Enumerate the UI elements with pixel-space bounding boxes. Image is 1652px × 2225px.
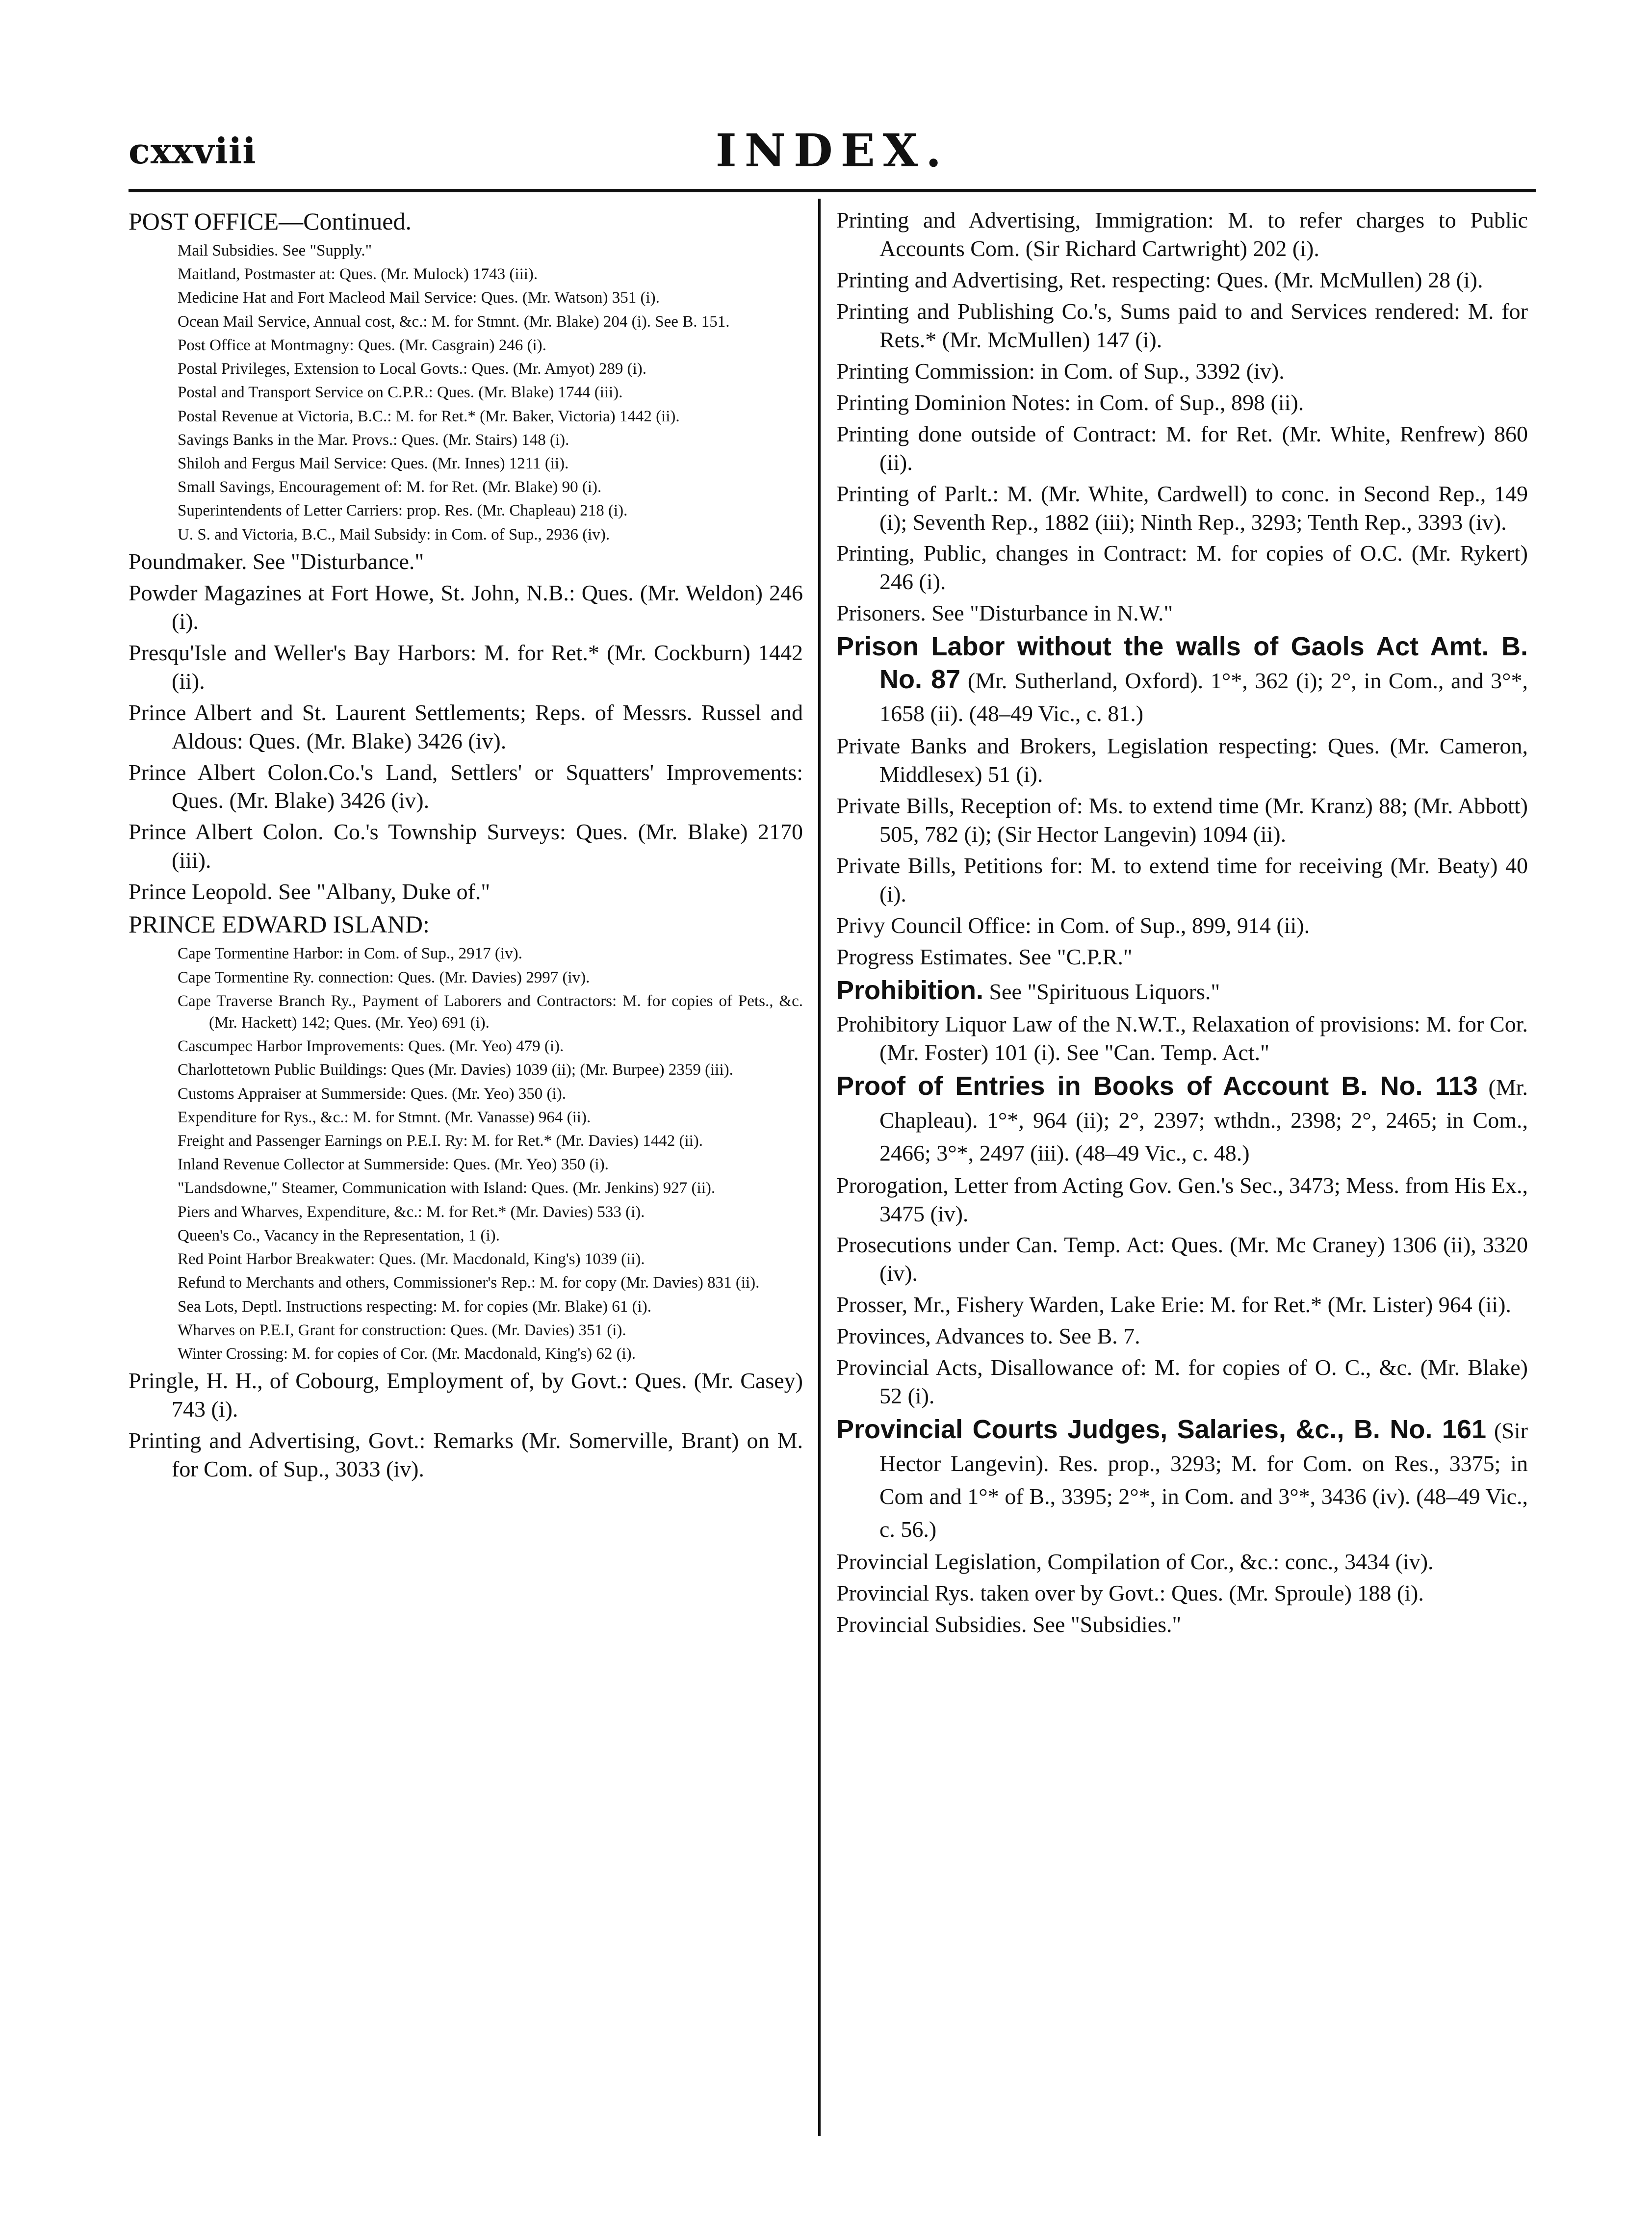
index-entry: Private Bills, Reception of: Ms. to extend time (Mr. Kranz) 88; (Mr. Abbott) 505, 782 (i); (Sir Hector Langevin) 1094 (ii). (836, 793, 1528, 847)
index-entry: Prince Leopold. See "Albany, Duke of." (129, 879, 490, 905)
index-entry: Private Banks and Brokers, Legislation respecting: Ques. (Mr. Cameron, Middlesex) 51 (i). (836, 733, 1528, 787)
index-subentry: Superintendents of Letter Carriers: prop. Res. (Mr. Chapleau) 218 (i). (178, 502, 628, 520)
index-subentry: Expenditure for Rys., &c.: M. for Stmnt. (Mr. Vanasse) 964 (ii). (178, 1108, 591, 1126)
index-entry (836, 974, 1528, 1007)
index-entry (836, 630, 1528, 729)
index-entry: Prosser, Mr., Fishery Warden, Lake Erie: M. for Ret.* (Mr. Lister) 964 (ii). (836, 1292, 1511, 1318)
index-entry (836, 1413, 1528, 1545)
index-subentry: Cape Tormentine Ry. connection: Ques. (Mr. Davies) 2997 (iv). (178, 968, 590, 986)
index-entry: Prisoners. See "Disturbance in N.W." (836, 600, 1173, 626)
index-entry: Provincial Legislation, Compilation of Cor., &c.: conc., 3434 (iv). (836, 1549, 1434, 1574)
index-entry: Prince Albert Colon.Co.'s Land, Settlers' or Squatters' Improvements: Ques. (Mr. Blake) 3426 (iv). (129, 759, 803, 813)
index-subentry: Post Office at Montmagny: Ques. (Mr. Casgrain) 246 (i). (178, 336, 546, 354)
index-subentry: Red Point Harbor Breakwater: Ques. (Mr. Macdonald, King's) 1039 (ii). (178, 1250, 645, 1268)
index-entry: Printing Dominion Notes: in Com. of Sup., 898 (ii). (836, 389, 1304, 415)
bill-details: (Mr. Chapleau). 1°*, 964 (ii); 2°, 2397; wthdn., 2398; 2°, 2465; in Com., 2466; 3°*, 2497 (iii). (48–49 Vic., c. 48.) (879, 1074, 1528, 1165)
index-entry: Poundmaker. See "Disturbance." (129, 548, 424, 574)
index-entry: Prorogation, Letter from Acting Gov. Gen.'s Sec., 3473; Mess. from His Ex., 3475 (iv). (836, 1172, 1528, 1226)
page-header (129, 115, 1536, 189)
bill-title: Prison Labor without the walls of Gaols Act Amt. B. No. 87 (836, 632, 1528, 695)
page-number: cxxviii (129, 130, 257, 172)
index-entry: Prince Albert and St. Laurent Settlements; Reps. of Messrs. Russel and Aldous: Ques. (Mr. Blake) 3426 (iv). (129, 699, 803, 753)
index-entry: Printing done outside of Contract: M. for Ret. (Mr. White, Renfrew) 860 (ii). (836, 421, 1528, 475)
index-subentry: U. S. and Victoria, B.C., Mail Subsidy: in Com. of Sup., 2936 (iv). (178, 525, 610, 543)
index-subentry: Winter Crossing: M. for copies of Cor. (Mr. Macdonald, King's) 62 (i). (178, 1345, 636, 1363)
bill-details: (Sir Hector Langevin). Res. prop., 3293; M. for Com. on Res., 3375; in Com and 1°* of B., 3395; 2°*, in Com. and 3°*, 3436 (iv). (48–49 Vic., c. 56.) (879, 1418, 1528, 1542)
column-divider (818, 199, 821, 2136)
index-entry: Printing of Parlt.: M. (Mr. White, Cardwell) to conc. in Second Rep., 149 (i); Seventh Rep., 1882 (iii); Ninth Rep., 3293; Tenth Rep., 3393 (iv). (836, 481, 1528, 535)
index-subentry: Sea Lots, Deptl. Instructions respecting: M. for copies (Mr. Blake) 61 (i). (178, 1297, 651, 1316)
section-heading: PRINCE EDWARD ISLAND: (129, 910, 430, 938)
index-subentry: Postal Privileges, Extension to Local Govts.: Ques. (Mr. Amyot) 289 (i). (178, 360, 647, 378)
index-subentry: Inland Revenue Collector at Summerside: Ques. (Mr. Yeo) 350 (i). (178, 1156, 609, 1174)
index-entry: Provinces, Advances to. See B. 7. (836, 1323, 1140, 1349)
bill-details: (Mr. Sutherland, Oxford). 1°*, 362 (i); 2°, in Com., and 3°*, 1658 (ii). (48–49 Vic., c. 81.) (879, 668, 1528, 726)
index-subentry: Customs Appraiser at Summerside: Ques. (Mr. Yeo) 350 (i). (178, 1085, 566, 1103)
index-entry: Prince Albert Colon. Co.'s Township Surveys: Ques. (Mr. Blake) 2170 (iii). (129, 819, 803, 873)
section-heading: POST OFFICE—Continued. (129, 207, 412, 235)
index-subentry: Mail Subsidies. See "Supply." (178, 242, 372, 259)
bill-title: Proof of Entries in Books of Account B. No. 113 (836, 1071, 1478, 1101)
index-entry: Provincial Rys. taken over by Govt.: Ques. (Mr. Sproule) 188 (i). (836, 1580, 1424, 1605)
page-title: INDEX. (715, 124, 950, 177)
index-subentry: Savings Banks in the Mar. Provs.: Ques. (Mr. Stairs) 148 (i). (178, 431, 569, 449)
index-subentry: Queen's Co., Vacancy in the Representation, 1 (i). (178, 1226, 500, 1244)
bill-title: Prohibition. (836, 975, 983, 1005)
index-subentry: Cascumpec Harbor Improvements: Ques. (Mr. Yeo) 479 (i). (178, 1037, 564, 1056)
index-subentry: Cape Tormentine Harbor: in Com. of Sup., 2917 (iv). (178, 945, 522, 963)
index-subentry: Charlottetown Public Buildings: Ques (Mr. Davies) 1039 (ii); (Mr. Burpee) 2359 (iii). (178, 1061, 733, 1079)
index-entry: Printing, Public, changes in Contract: M. for copies of O.C. (Mr. Rykert) 246 (i). (836, 541, 1528, 595)
index-entry: Progress Estimates. See "C.P.R." (836, 944, 1133, 969)
index-entry: Privy Council Office: in Com. of Sup., 899, 914 (ii). (836, 912, 1310, 938)
index-entry: Printing and Advertising, Ret. respecting: Ques. (Mr. McMullen) 28 (i). (836, 267, 1483, 292)
index-entry: Pringle, H. H., of Cobourg, Employment of, by Govt.: Ques. (Mr. Casey) 743 (i). (129, 1368, 803, 1422)
index-entry: Presqu'Isle and Weller's Bay Harbors: M. for Ret.* (Mr. Cockburn) 1442 (ii). (129, 640, 803, 694)
header-rule (129, 189, 1536, 192)
index-subentry: Shiloh and Fergus Mail Service: Ques. (Mr. Innes) 1211 (ii). (178, 454, 569, 472)
index-subentry: Postal Revenue at Victoria, B.C.: M. for Ret.* (Mr. Baker, Victoria) 1442 (ii). (178, 407, 680, 425)
index-entry: Printing and Advertising, Immigration: M. to refer charges to Public Accounts Com. (Sir Richard Cartwright) 202 (i). (836, 207, 1528, 261)
bill-details: See "Spirituous Liquors." (983, 979, 1220, 1004)
index-entry: Provincial Acts, Disallowance of: M. for copies of O. C., &c. (Mr. Blake) 52 (i). (836, 1355, 1528, 1409)
index-subentry: Maitland, Postmaster at: Ques. (Mr. Mulock) 1743 (iii). (178, 265, 538, 284)
right-column (836, 206, 1528, 2124)
index-entry: Prosecutions under Can. Temp. Act: Ques. (Mr. Mc Craney) 1306 (ii), 3320 (iv). (836, 1232, 1528, 1286)
index-entry: Private Bills, Petitions for: M. to extend time for receiving (Mr. Beaty) 40 (i). (836, 853, 1528, 906)
index-subentry: Wharves on P.E.I, Grant for construction: Ques. (Mr. Davies) 351 (i). (178, 1321, 626, 1339)
index-subentry: Refund to Merchants and others, Commissioner's Rep.: M. for copy (Mr. Davies) 831 (ii). (178, 1274, 760, 1292)
index-subentry: Freight and Passenger Earnings on P.E.I. Ry: M. for Ret.* (Mr. Davies) 1442 (ii). (178, 1132, 703, 1150)
index-subentry: Cape Traverse Branch Ry., Payment of Laborers and Contractors: M. for copies of Pets., &c. (Mr. Hackett) 142; Ques. (Mr. Yeo) 691 (i). (178, 992, 803, 1032)
index-entry: Printing and Advertising, Govt.: Remarks (Mr. Somerville, Brant) on M. for Com. of Sup., 3033 (iv). (129, 1428, 803, 1482)
left-column (129, 206, 803, 2124)
index-subentry: Postal and Transport Service on C.P.R.: Ques. (Mr. Blake) 1744 (iii). (178, 384, 623, 402)
index-subentry: Ocean Mail Service, Annual cost, &c.: M. for Stmnt. (Mr. Blake) 204 (i). See B. 151. (178, 312, 730, 331)
index-entry (836, 1070, 1528, 1168)
index-entry: Printing Commission: in Com. of Sup., 3392 (iv). (836, 358, 1285, 384)
index-subentry: Piers and Wharves, Expenditure, &c.: M. for Ret.* (Mr. Davies) 533 (i). (178, 1203, 645, 1221)
bill-title: Provincial Courts Judges, Salaries, &c., B. No. 161 (836, 1415, 1486, 1445)
index-entry: Powder Magazines at Fort Howe, St. John, N.B.: Ques. (Mr. Weldon) 246 (i). (129, 580, 803, 634)
index-entry: Provincial Subsidies. See "Subsidies." (836, 1611, 1182, 1637)
index-subentry: Medicine Hat and Fort Macleod Mail Service: Ques. (Mr. Watson) 351 (i). (178, 289, 660, 307)
index-subentry: Small Savings, Encouragement of: M. for Ret. (Mr. Blake) 90 (i). (178, 478, 602, 496)
index-entry: Printing and Publishing Co.'s, Sums paid to and Services rendered: M. for Rets.* (Mr. McMullen) 147 (i). (836, 298, 1528, 352)
index-subentry: "Landsdowne," Steamer, Communication with Island: Ques. (Mr. Jenkins) 927 (ii). (178, 1179, 716, 1197)
index-entry: Prohibitory Liquor Law of the N.W.T., Relaxation of provisions: M. for Cor. (Mr. Foster) 101 (i). See "Can. Temp. Act." (836, 1011, 1528, 1065)
